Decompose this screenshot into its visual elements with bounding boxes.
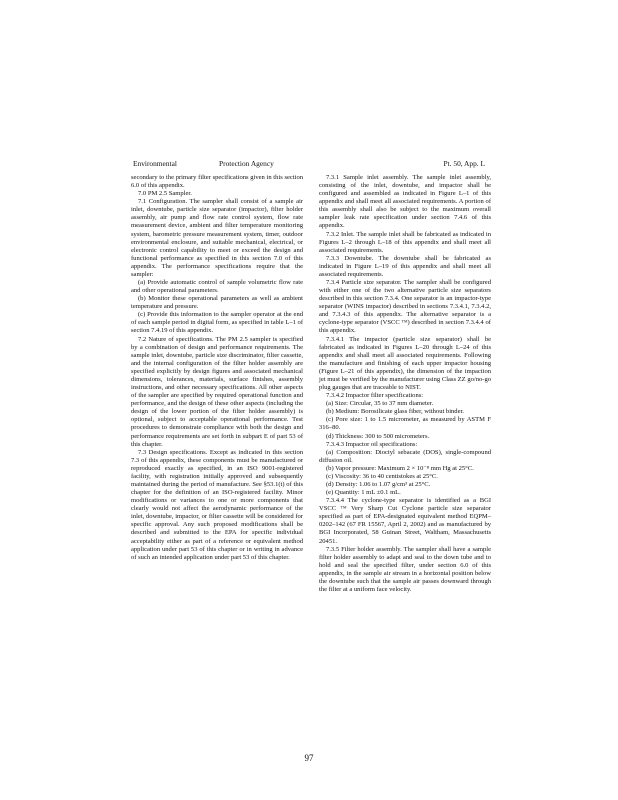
paragraph: 7.3.4.4 The cyclone-type separator is identified as a BGI VSCC ᵀᴹ Very Sharp Cut Cyclone particle size separator specified as part of EPA-designated equivalent method EQPM–0202–142 (67 FR 15567, April 2, 2002) and as manufactured by BGI Incorporated, 58 Guinan Street, Waltham, Massachusetts 20451. — [319, 497, 491, 545]
paragraph: 7.2 Nature of specifications. The PM 2.5 sampler is specified by a combination of design and performance requirements. The sample inlet, downtube, particle size discriminator, filter cassette, and the internal configuration of the filter holder assembly are specified explicitly by design figures and associated mechanical dimensions, tolerances, materials, surface finishes, assembly instructions, and other necessary specifications. All other aspects of the sampler are specified by required operational function and performance, and the design of these other aspects (including the design of the lower portion of the filter holder assembly) is optional, subject to acceptable operational performance. Test procedures to demonstrate compliance with both the design and performance requirements are set forth in subpart E of part 53 of this chapter. — [131, 335, 303, 448]
paragraph: 7.3.1 Sample inlet assembly. The sample inlet assembly, consisting of the inlet, downtube, and impactor shall be configured and assembled as indicated in Figure L–1 of this appendix and shall meet all associated requirements. A portion of this assembly shall also be subject to the maximum overall sampler leak rate specification under section 7.4.6 of this appendix. — [319, 174, 491, 230]
list-item: (a) Provide automatic control of sample volumetric flow rate and other operational parameters. — [131, 279, 303, 295]
list-item: (c) Pore size: 1 to 1.5 micrometer, as measured by ASTM F 316–80. — [319, 416, 491, 432]
paragraph: 7.3.5 Filter holder assembly. The sampler shall have a sample filter holder assembly to adapt and seal to the down tube and to hold and seal the specified filter, under section 6.0 of this appendix, in the sample air stream in a horizontal position below the downtube such that the sample air passes downward through the filter at a uniform face velocity. — [319, 545, 491, 593]
paragraph: 7.3.3 Downtube. The downtube shall be fabricated as indicated in Figure L–19 of this appendix and shall meet all associated requirements. — [319, 254, 491, 278]
paragraph: 7.3 Design specifications. Except as indicated in this section 7.3 of this appendix, these components must be manufactured or reproduced exactly as specified, in an ISO 9001-registered facility, with registration initially approved and subsequently maintained during the period of manufacture. See §53.1(t) of this chapter for the definition of an ISO-registered facility. Minor modifications or variances to one or more components that clearly would not affect the aerodynamic performance of the inlet, downtube, impactor, or filter cassette will be considered for specific approval. Any such proposed modifications shall be described and submitted to the EPA for specific individual acceptability either as part of a reference or equivalent method application under part 53 of this chapter or in writing in advance of such an intended application under part 53 of this chapter. — [131, 448, 303, 561]
header-agency-left: Environmental — [133, 159, 177, 168]
paragraph: 7.1 Configuration. The sampler shall consist of a sample air inlet, downtube, particle size separator (impactor), filter holder assembly, air pump and flow rate control system, flow rate measurement device, ambient and filter temperature monitoring system, barometric pressure measurement system, timer, outdoor environmental enclosure, and suitable mechanical, electrical, or electronic control capability to meet or exceed the design and functional performance as specified in this section 7.0 of this appendix. The performance specifications require that the sampler: — [131, 198, 303, 278]
list-item: (d) Thickness: 300 to 500 micrometers. — [326, 432, 430, 440]
list-item: (a) Size: Circular, 35 to 37 mm diameter. — [326, 400, 434, 408]
paragraph: 7.3.2 Inlet. The sample inlet shall be fabricated as indicated in Figures L–2 through L–18 of this appendix and shall meet all associated requirements. — [319, 230, 491, 254]
list-item: (e) Quantity: 1 mL ±0.1 mL. — [326, 489, 401, 497]
running-header — [133, 158, 485, 170]
paragraph: 7.3.4.1 The impactor (particle size separator) shall be fabricated as indicated in Figures L–20 through L–24 of this appendix and shall meet all associated requirements. Following the manufacture and finishing of each upper impactor housing (Figure L–21 of this appendix), the dimension of the impaction jet must be verified by the manufacturer using Class ZZ go/no-go plug gauges that are traceable to NIST. — [319, 335, 491, 392]
list-item: (b) Medium: Borosilicate glass fiber, without binder. — [326, 408, 464, 416]
list-item: (b) Vapor pressure: Maximum 2 × 10⁻⁸ mm Hg at 25°C. — [326, 464, 474, 472]
list-item: (b) Monitor these operational parameters as well as ambient temperature and pressure. — [131, 295, 303, 311]
left-column — [131, 174, 303, 562]
list-item: (c) Provide this information to the sampler operator at the end of each sample period in digital form, as specified in table L–1 of section 7.4.19 of this appendix. — [131, 311, 303, 335]
paragraph: 7.3.4.3 Impactor oil specifications: — [326, 440, 418, 448]
right-column — [319, 174, 491, 594]
list-item: (a) Composition: Dioctyl sebacate (DOS), single-compound diffusion oil. — [319, 448, 491, 464]
page-number: 97 — [304, 753, 314, 763]
paragraph: secondary to the primary filter specifications given in this section 6.0 of this appendix. — [131, 174, 303, 190]
paragraph: 7.3.4 Particle size separator. The sampler shall be configured with either one of the two alternative particle size separators described in this section 7.3.4. One separator is an impactor-type separator (WINS impactor) described in sections 7.3.4.1, 7.3.4.2, and 7.3.4.3 of this appendix. The alternative separator is a cyclone-type separator (VSCC ᵀᴹ) described in section 7.3.4.4 of this appendix. — [319, 279, 491, 335]
header-part-reference: Pt. 50, App. L — [443, 159, 485, 168]
list-item: (c) Viscosity: 36 to 40 centistokes at 25°C. — [326, 472, 438, 480]
paragraph: 7.3.4.2 Impactor filter specifications: — [326, 392, 424, 400]
section-heading: 7.0 PM 2.5 Sampler. — [138, 190, 192, 198]
list-item: (d) Density: 1.06 to 1.07 g/cm³ at 25°C. — [326, 480, 431, 488]
header-agency-middle: Protection Agency — [219, 159, 274, 168]
